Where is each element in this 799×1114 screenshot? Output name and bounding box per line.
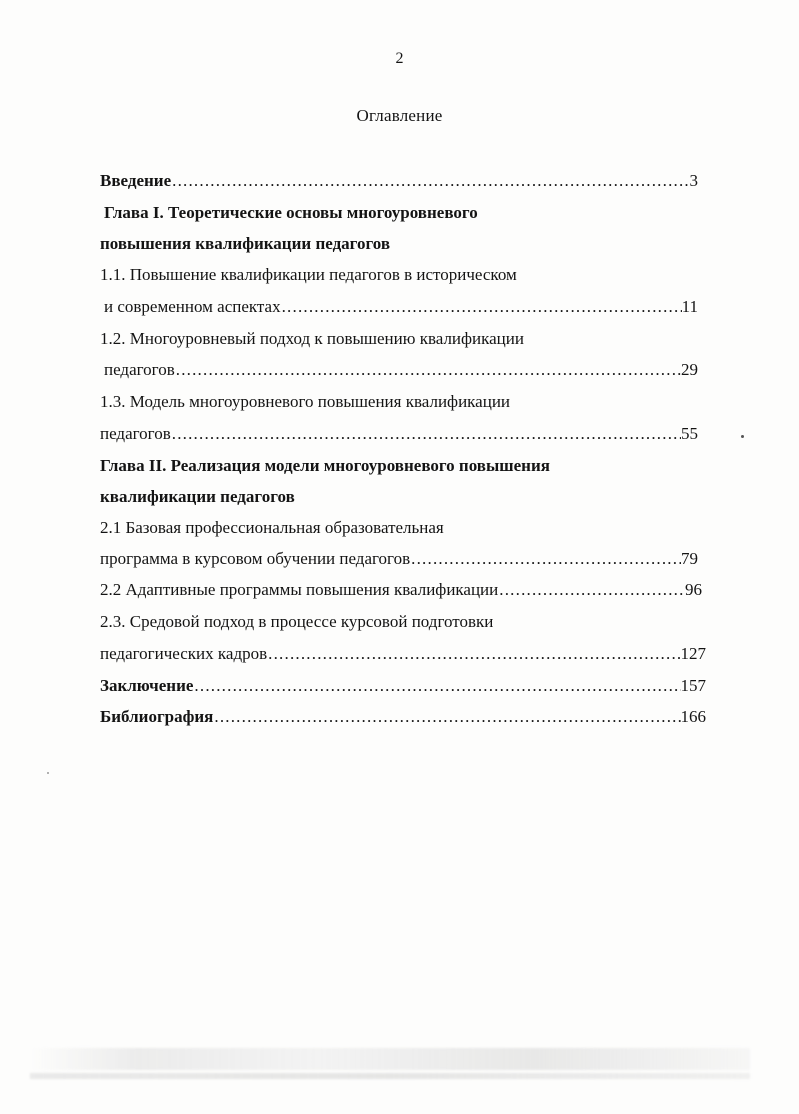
scan-noise-band [30,1073,750,1079]
dot-leader [175,359,681,381]
dot-leader [267,643,680,665]
chapter2-heading-line2: квалификации педагогов [100,487,295,506]
toc-entry-1-1 [104,296,698,318]
toc-entry-2-3 [100,643,706,665]
toc-1-3-page: 55 [681,424,698,443]
toc-1-2-line2: педагогов [104,360,175,379]
toc-2-3-line2: педагогических кадров [100,644,268,663]
toc-2-3-page: 127 [680,644,706,663]
toc-2-2-line1: 2.2 Адаптивные программы повышения квалификации [100,580,499,599]
chapter1-heading-line1: Глава I. Теоретические основы многоуровневого [104,203,478,222]
chapter2-heading-line1: Глава II. Реализация модели многоуровневого повышения [100,456,550,475]
toc-1-3-line1: 1.3. Модель многоуровневого повышения квалификации [100,392,511,411]
scan-speck [741,435,744,438]
toc-intro-label: Введение [100,171,172,190]
chapter1-heading-line2: повышения квалификации педагогов [100,234,391,253]
dot-leader [410,548,681,570]
page-number: 2 [395,50,404,67]
toc-entry-bibliography [100,706,706,728]
dot-leader [171,423,681,445]
toc-entry-2-2 [100,579,702,601]
toc-2-1-line1: 2.1 Базовая профессиональная образовательная [100,518,444,537]
toc-conclusion-label: Заключение [100,676,194,695]
toc-2-2-page: 96 [685,580,702,599]
scan-speck [47,772,49,774]
toc-1-1-line1: 1.1. Повышение квалификации педагогов в историческом [100,265,517,284]
toc-entry-intro [100,170,698,192]
toc-title: Оглавление [356,106,443,125]
toc-2-3-line1: 2.3. Средовой подход в процессе курсовой подготовки [100,612,494,631]
toc-1-1-page: 11 [681,297,698,316]
dot-leader [193,675,680,697]
toc-1-3-line2: педагогов [100,424,171,443]
dot-leader [281,296,682,318]
toc-entry-1-2 [104,359,698,381]
toc-2-1-page: 79 [681,549,698,568]
dot-leader [171,170,689,192]
toc-2-1-line2: программа в курсовом обучении педагогов [100,549,411,568]
toc-entry-2-1 [100,548,698,570]
toc-bibliography-page: 166 [680,707,706,726]
toc-bibliography-label: Библиография [100,707,214,726]
toc-intro-page: 3 [689,171,698,190]
toc-entry-conclusion [100,675,706,697]
toc-1-2-line1: 1.2. Многоуровневый подход к повышению квалификации [100,329,524,348]
dot-leader [498,579,685,601]
toc-1-1-line2: и современном аспектах [104,297,281,316]
dot-leader [213,706,680,728]
toc-entry-1-3 [100,423,698,445]
toc-conclusion-page: 157 [680,676,706,695]
toc-1-2-page: 29 [681,360,698,379]
scan-noise-band [30,1048,750,1070]
